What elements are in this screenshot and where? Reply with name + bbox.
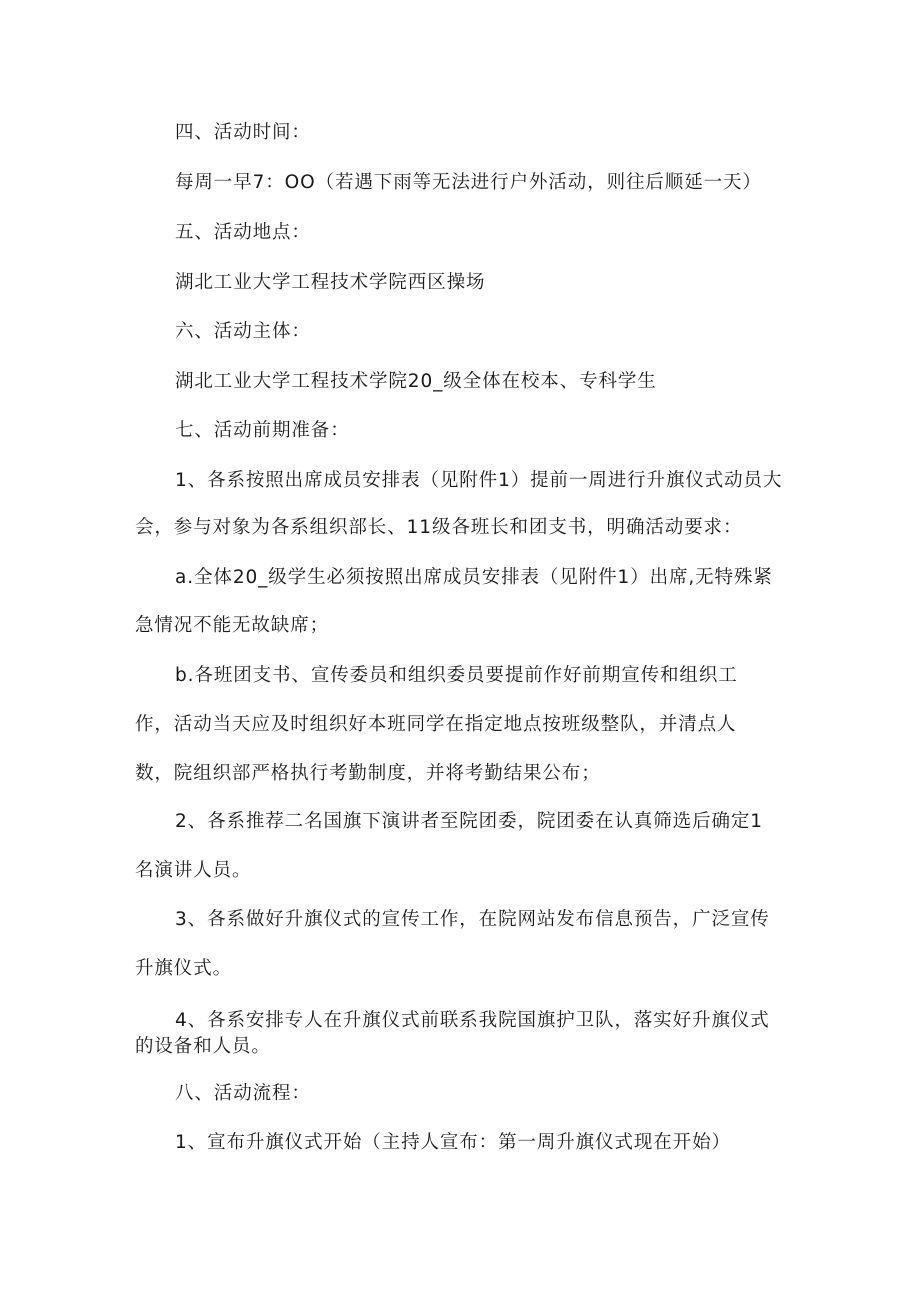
paragraph-line: a.全体20_级学生必须按照出席成员安排表（见附件1）出席,无特殊紧 <box>175 567 773 588</box>
section-heading-process: 八、活动流程： <box>175 1083 311 1104</box>
section-heading-time: 四、活动时间： <box>175 122 311 143</box>
paragraph-line: 会，参与对象为各系组织部长、11级各班长和团支书，明确活动要求： <box>135 517 743 538</box>
paragraph-time: 每周一早7：OO（若遇下雨等无法进行户外活动，则往后顺延一天） <box>175 172 762 193</box>
paragraph-line: 3、各系做好升旗仪式的宣传工作，在院网站发布信息预告，广泛宣传 <box>175 909 770 930</box>
paragraph-line: 的设备和人员。 <box>135 1036 271 1057</box>
paragraph-line: 作，活动当天应及时组织好本班同学在指定地点按班级整队，并清点人 <box>135 714 737 735</box>
paragraph-line: 4、各系安排专人在升旗仪式前联系我院国旗护卫队，落实好升旗仪式 <box>175 1010 770 1031</box>
paragraph-line: 1、各系按照出席成员安排表（见附件1）提前一周进行升旗仪式动员大 <box>175 470 783 491</box>
paragraph-participants: 湖北工业大学工程技术学院20_级全体在校本、专科学生 <box>175 371 657 392</box>
paragraph-process-step-1: 1、宣布升旗仪式开始（主持人宣布：第一周升旗仪式现在开始） <box>175 1132 731 1153</box>
section-heading-participants: 六、活动主体： <box>175 321 311 342</box>
paragraph-line: 升旗仪式。 <box>135 958 233 979</box>
section-heading-preparation: 七、活动前期准备： <box>175 420 350 441</box>
paragraph-line: 名演讲人员。 <box>135 860 252 881</box>
paragraph-line: 2、各系推荐二名国旗下演讲者至院团委，院团委在认真筛选后确定1 <box>175 811 763 832</box>
section-heading-location: 五、活动地点： <box>175 222 311 243</box>
paragraph-line: 急情况不能无故缺席； <box>135 615 330 636</box>
paragraph-line: b.各班团支书、宣传委员和组织委员要提前作好前期宣传和组织工 <box>175 665 738 686</box>
paragraph-line: 数，院组织部严格执行考勤制度，并将考勤结果公布； <box>135 763 601 784</box>
paragraph-location: 湖北工业大学工程技术学院西区操场 <box>175 272 486 293</box>
